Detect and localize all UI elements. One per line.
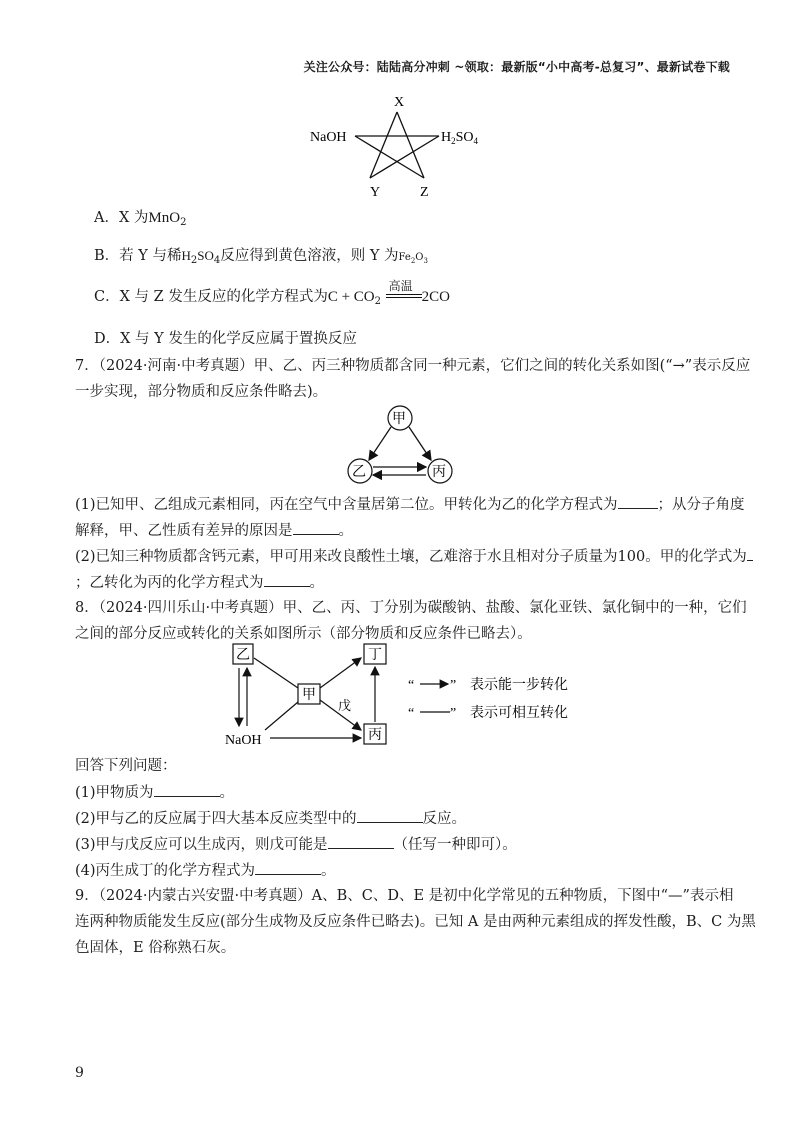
star-edge	[370, 136, 439, 178]
q9-stem-line2: 连两种物质能发生反应(部分生成物及反应条件已略去)。已知 A 是由两种元素组成的挥发性酸，B、C 为黑	[75, 914, 756, 930]
arrow-jia-bing	[409, 427, 431, 460]
q9-stem-line3: 色固体，E 俗称熟石灰。	[75, 940, 236, 956]
reaction-condition: 高温	[386, 290, 422, 304]
page-header: 关注公众号：陆陆高分冲刺 ~领取：最新版“小中高考-总复习”、最新试卷下载	[303, 60, 730, 74]
option-d: D．X 与 Y 发生的化学反应属于置换反应	[94, 331, 357, 347]
q8-intro: 回答下列问题：	[75, 758, 177, 774]
star-edge	[397, 112, 424, 178]
option-c: C．X 与 Z 发生反应的化学方程式为$C + CO_2$ 高温 2CO	[94, 279, 450, 307]
q7-stem-line2: 一步实现，部分物质和反应条件略去)。	[75, 384, 328, 400]
page-number: 9	[75, 1065, 84, 1081]
q8-part2: (2)甲与乙的反应属于四大基本反应类型中的 反应。	[75, 808, 466, 829]
node-jia-label: 甲	[392, 411, 406, 427]
legend-arrow-text: 表示能一步转化	[470, 677, 568, 693]
star-edge	[370, 112, 397, 178]
arrow-jia-ding	[320, 658, 361, 688]
star-reaction-diagram	[310, 90, 510, 202]
q8-relation-diagram	[220, 640, 600, 752]
answer-blank[interactable]	[618, 494, 658, 509]
legend-quote: ”	[450, 678, 457, 693]
answer-blank[interactable]	[357, 808, 423, 823]
answer-blank[interactable]	[293, 520, 339, 535]
star-node-left: NaOH	[310, 130, 347, 145]
box-ding-label: 丁	[368, 647, 382, 663]
option-b: B．若 Y 与稀$H_2SO_4$反应得到黄色溶液，则 Y 为$Fe_2O_3$	[94, 248, 428, 266]
q8-part1: (1)甲物质为 。	[75, 782, 234, 803]
label-wu: 戊	[338, 699, 352, 714]
q7-triangle-diagram	[340, 403, 460, 487]
node-bing-label: 丙	[432, 464, 446, 480]
answer-blank[interactable]	[255, 860, 321, 875]
legend-line-text: 表示可相互转化	[470, 705, 568, 721]
star-node-bottom-right: Z	[420, 185, 429, 200]
star-edge	[355, 136, 424, 178]
q7-part1-line1: (1)已知甲、乙组成元素相同，丙在空气中含量居第二位。甲转化为乙的化学方程式为 ；从分子角度	[75, 494, 745, 515]
box-jia-label: 甲	[302, 687, 316, 703]
q8-part3: (3)甲与戊反应可以生成丙，则戊可能是 （任写一种即可）。	[75, 834, 517, 855]
q9-stem-line1: 9．（2024·内蒙古兴安盟·中考真题）A、B、C、D、E 是初中化学常见的五种物质，下图中“—”表示相	[75, 888, 734, 904]
option-a: A．X 为MnO$_2$	[94, 210, 187, 228]
star-node-right: $H_2SO_4$	[441, 130, 479, 146]
q7-stem-line1: 7．（2024·河南·中考真题）甲、乙、丙三种物质都含同一种元素，它们之间的转化关系如图(“→”表示反应	[75, 358, 751, 374]
node-yi-label: 乙	[352, 464, 366, 480]
answer-blank[interactable]	[328, 834, 394, 849]
star-node-top: X	[394, 95, 405, 110]
q7-part2-line1: (2)已知三种物质都含钙元素，甲可用来改良酸性土壤，乙难溶于水且相对分子质量为100。甲的化学式为	[75, 546, 753, 567]
q8-part4: (4)丙生成丁的化学方程式为 。	[75, 860, 336, 881]
answer-blank[interactable]	[154, 782, 220, 797]
box-bing-label: 丙	[368, 727, 382, 743]
q8-stem-line2: 之间的部分反应或转化的关系如图所示（部分物质和反应条件已略去）。	[75, 626, 532, 642]
legend-quote: “	[408, 706, 415, 721]
legend-quote: ”	[450, 706, 457, 721]
line-naoh-jia	[265, 702, 298, 730]
legend-quote: “	[408, 678, 415, 693]
q8-stem-line1: 8．（2024·四川乐山·中考真题）甲、乙、丙、丁分别为碳酸钠、盐酸、氯化亚铁、氯化铜中的一种，它们	[75, 600, 747, 616]
answer-blank[interactable]	[264, 572, 310, 587]
arrow-jia-yi	[369, 427, 391, 460]
label-naoh: NaOH	[225, 733, 262, 748]
box-yi-label: 乙	[236, 647, 250, 663]
q7-part1-line2: 解释，甲、乙性质有差异的原因是 。	[75, 520, 353, 541]
star-node-bottom-left: Y	[370, 185, 381, 200]
answer-blank[interactable]	[747, 546, 753, 561]
q7-part2-line2: ；乙转化为丙的化学方程式为 。	[75, 572, 324, 593]
line-yi-jia	[254, 658, 298, 688]
